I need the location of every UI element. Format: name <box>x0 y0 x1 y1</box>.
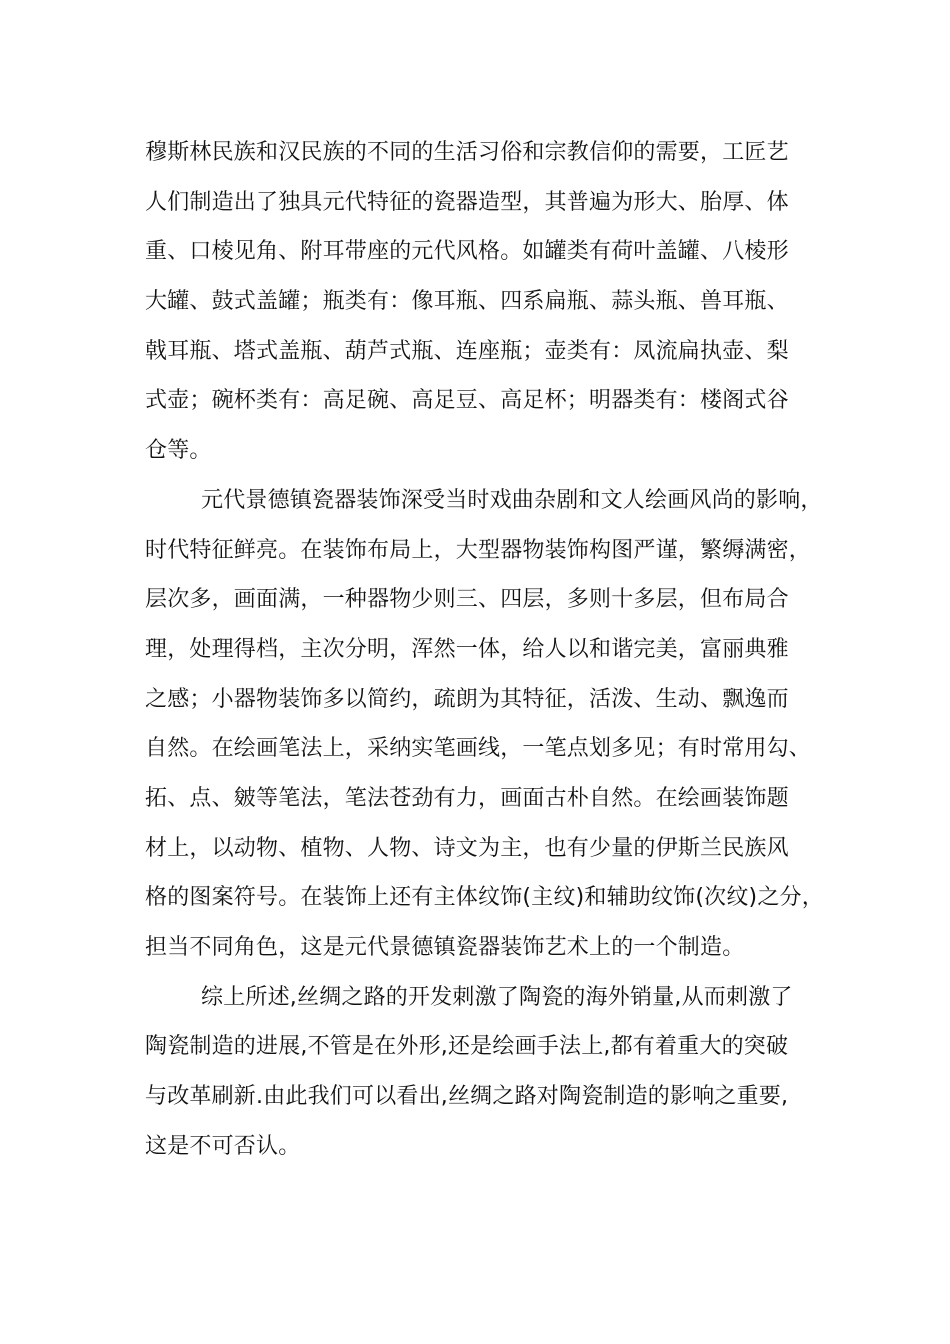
text-line: 自然。在绘画笔法上，采纳实笔画线，一笔点划多见；有时常用勾、 <box>145 736 812 762</box>
text-line: 时代特征鲜亮。在装饰布局上，大型器物装饰构图严谨，繁缛满密， <box>145 537 812 563</box>
text-line: 这是不可否认。 <box>145 1133 301 1159</box>
text-line: 重、口棱见角、附耳带座的元代风格。如罐类有荷叶盖罐、八棱形 <box>145 239 789 265</box>
text-line: 拓、点、皴等笔法，笔法苍劲有力，画面古朴自然。在绘画装饰题 <box>145 785 789 811</box>
text-line: 理，处理得档，主次分明，浑然一体，给人以和谐完美，富丽典雅 <box>145 636 789 662</box>
text-line: 陶瓷制造的进展,不管是在外形,还是绘画手法上,都有着重大的突破 <box>145 1034 789 1060</box>
text-line: 层次多，画面满，一种器物少则三、四层，多则十多层，但布局合 <box>145 587 789 613</box>
text-line: 大罐、鼓式盖罐；瓶类有：像耳瓶、四系扁瓶、蒜头瓶、兽耳瓶、 <box>145 289 789 315</box>
text-line: 穆斯林民族和汉民族的不同的生活习俗和宗教信仰的需要，工匠艺 <box>145 140 789 165</box>
text-line: 与改革刷新.由此我们可以看出,丝绸之路对陶瓷制造的影响之重要, <box>145 1084 789 1110</box>
text-line: 格的图案符号。在装饰上还有主体纹饰(主纹)和辅助纹饰(次纹)之分， <box>145 885 824 911</box>
text-line: 材上，以动物、植物、人物、诗文为主，也有少量的伊斯兰民族风 <box>145 835 789 861</box>
paragraph-start-line: 元代景德镇瓷器装饰深受当时戏曲杂剧和文人绘画风尚的影响， <box>201 487 823 513</box>
body-text <box>145 128 825 1171</box>
text-line: 式壶；碗杯类有：高足碗、高足豆、高足杯；明器类有：楼阁式谷 <box>145 388 789 414</box>
text-line: 人们制造出了独具元代特征的瓷器造型，其普遍为形大、胎厚、体 <box>145 189 789 215</box>
text-line: 担当不同角色，这是元代景德镇瓷器装饰艺术上的一个制造。 <box>145 935 745 960</box>
text-line: 戟耳瓶、塔式盖瓶、葫芦式瓶、连座瓶；壶类有：凤流扁执壶、梨 <box>145 338 789 364</box>
text-line: 仓等。 <box>145 438 212 464</box>
text-line: 之感；小器物装饰多以简约，疏朗为其特征，活泼、生动、飘逸而 <box>145 686 789 712</box>
paragraph-start-line: 综上所述,丝绸之路的开发刺激了陶瓷的海外销量,从而刺激了 <box>201 984 793 1010</box>
